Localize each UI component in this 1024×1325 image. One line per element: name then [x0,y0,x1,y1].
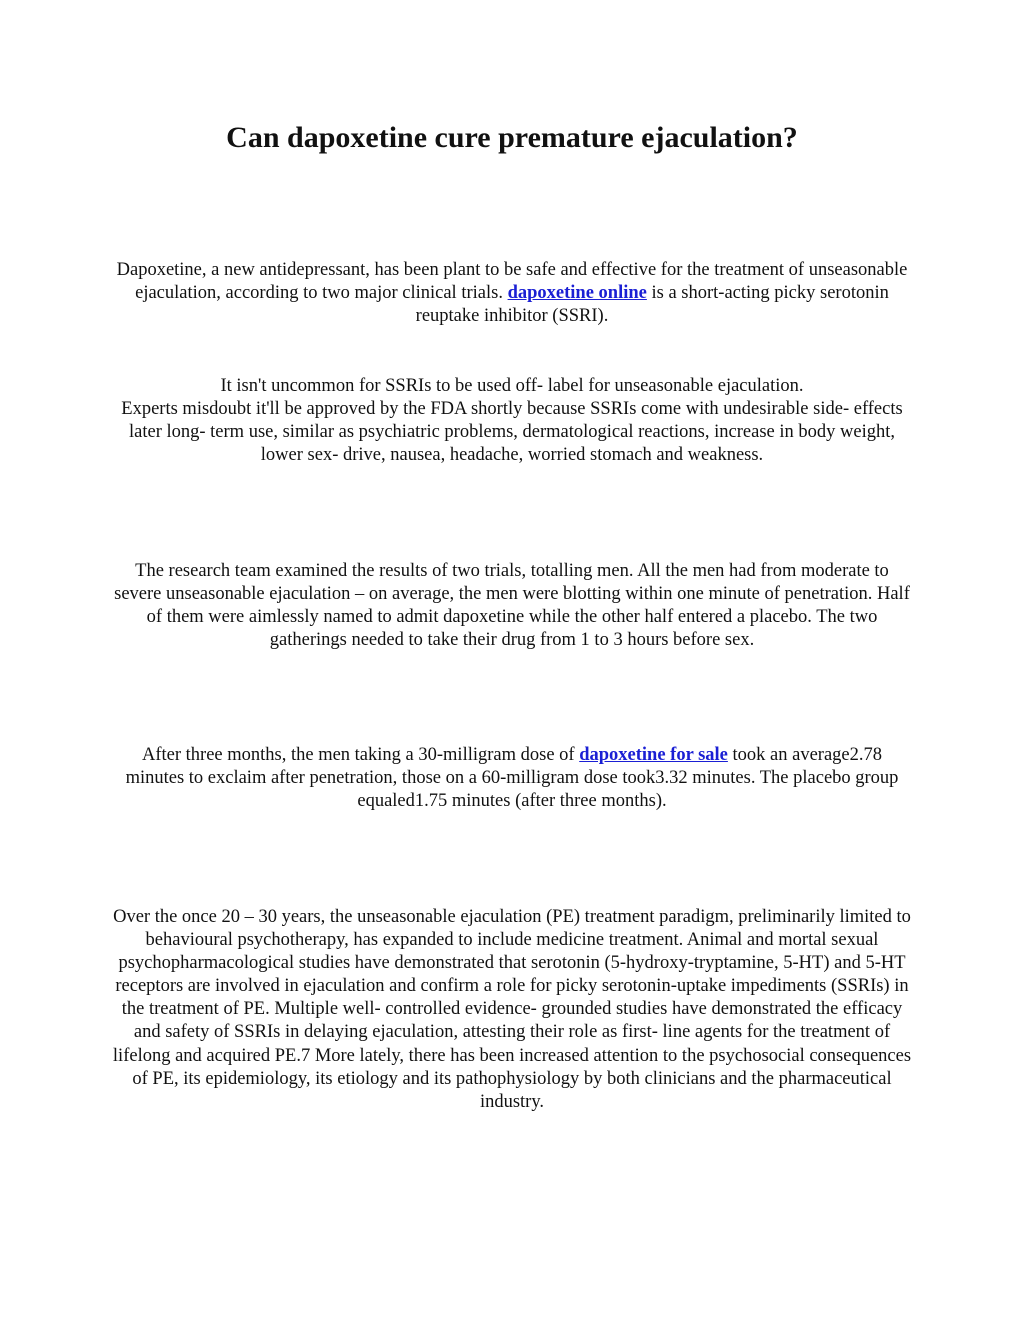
paragraph-results [112,744,912,813]
paragraph-intro-text-after: is a short-acting picky serotonin reuptake inhibitor (SSRI). [415,283,889,327]
paragraph-treatment-paradigm: Over the once 20 – 30 years, the unseasonable ejaculation (PE) treatment paradigm, preliminarily limited to behavioural psychotherapy, has expanded to include medicine treatment. Animal and mortal sexual psychopharmacological studies have demonstrated that serotonin (5-hydroxy-tryptamine, 5-HT) and 5-HT receptors are involved in ejaculation and confirm a role for picky serotonin-uptake impediments (SSRIs) in the treatment of PE. Multiple well- controlled evidence- grounded studies have demonstrated the efficacy and safety of SSRIs in delaying ejaculation, attesting their role as first- line agents for the treatment of lifelong and acquired PE.7 More lately, there has been increased attention to the psychosocial consequences of PE, its epidemiology, its etiology and its pathophysiology by both clinicians and the pharmaceutical industry. [112,907,912,1112]
paragraph-research-trials: The research team examined the results of two trials, totalling men. All the men had from moderate to severe unseasonable ejaculation – on average, the men were blotting within one minute of penetration. Half of them were aimlessly named to admit dapoxetine while the other half entered a placebo. The two gatherings needed to take their drug from 1 to 3 hours before sex. [114,561,910,651]
paragraph-ssri-rest: Experts misdoubt it'll be approved by the FDA shortly because SSRIs come with undesirable side- effects later long- term use, similar as psychiatric problems, dermatological reactions, increase in body weight, lower sex- drive, nausea, headache, worried stomach and weakness. [121,399,903,466]
paragraph-intro-text-before: Dapoxetine, a new antidepressant, has been plant to be safe and effective for the treatment of unseasonable ejaculation, according to two major clinical trials. [116,260,908,304]
page-title: Can dapoxetine cure premature ejaculation? [226,121,798,154]
paragraph-results-text-before: After three months, the men taking a 30-milligram dose of [141,745,575,765]
paragraph-results-text-after: took an average2.78 minutes to exclaim after penetration, those on a 60-milligram dose took3.32 minutes. The placebo group equaled1.75 minutes (after three months). [125,745,899,812]
paragraph-ssri-off-label [112,375,912,467]
paragraph-ssri-line1: It isn't uncommon for SSRIs to be used off- label for unseasonable ejaculation. [220,376,804,396]
dapoxetine-online-link[interactable]: dapoxetine online [507,283,647,304]
dapoxetine-for-sale-link[interactable]: dapoxetine for sale [579,745,728,765]
paragraph-intro [112,259,912,328]
